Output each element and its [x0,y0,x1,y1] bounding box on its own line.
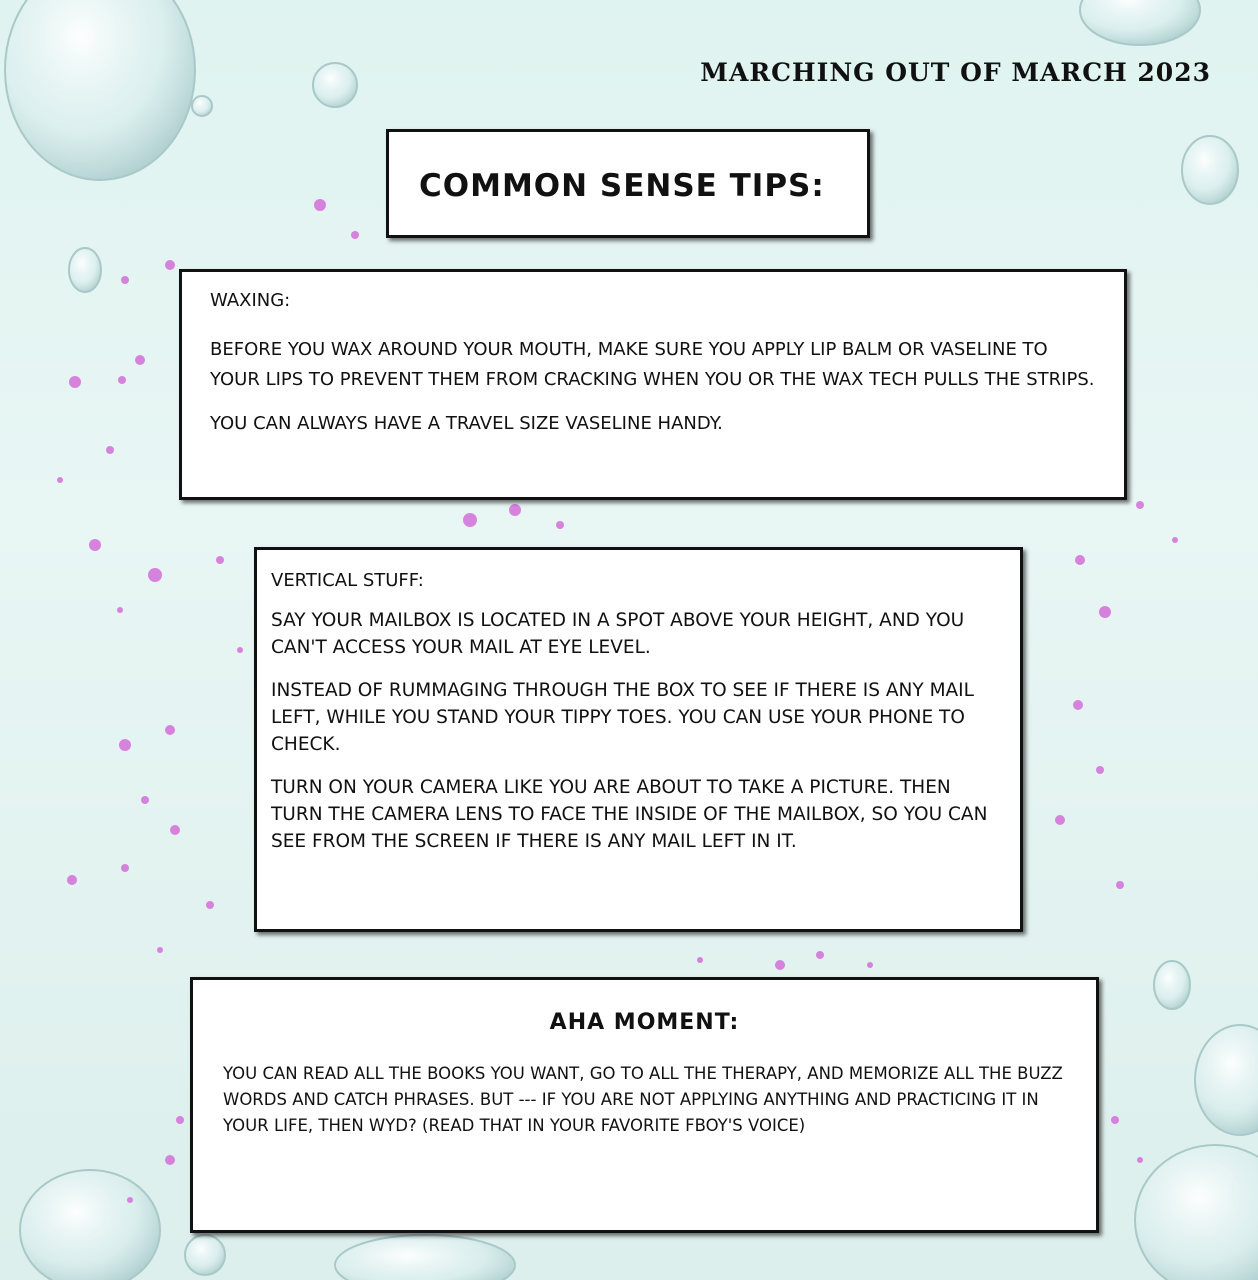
waxing-paragraph: YOU CAN ALWAYS HAVE A TRAVEL SIZE VASELINE HANDY. [210,413,723,434]
vertical-stuff-tip-box [254,547,1023,932]
waxing-label: WAXING: [210,290,291,311]
aha-moment-box [190,977,1099,1233]
vertical-paragraph: INSTEAD OF RUMMAGING THROUGH THE BOX TO SEE IF THERE IS ANY MAIL LEFT, WHILE YOU STAND YOUR TIPPY TOES. YOU CAN USE YOUR PHONE TO CHECK. [271,680,974,755]
waxing-tip-box [179,269,1127,500]
newsletter-header: MARCHING OUT OF MARCH 2023 [700,58,1211,87]
waxing-paragraph: BEFORE YOU WAX AROUND YOUR MOUTH, MAKE SURE YOU APPLY LIP BALM OR VASELINE TO YOUR LIPS TO PREVENT THEM FROM CRACKING WHEN YOU OR THE WAX TECH PULLS THE STRIPS. [210,339,1095,390]
vertical-paragraph: SAY YOUR MAILBOX IS LOCATED IN A SPOT ABOVE YOUR HEIGHT, AND YOU CAN'T ACCESS YOUR MAIL AT EYE LEVEL. [271,610,965,658]
vertical-label: VERTICAL STUFF: [271,570,424,591]
vertical-paragraph: TURN ON YOUR CAMERA LIKE YOU ARE ABOUT TO TAKE A PICTURE. THEN TURN THE CAMERA LENS TO FACE THE INSIDE OF THE MAILBOX, SO YOU CAN SEE FROM THE SCREEN IF THERE IS ANY MAIL LEFT IN IT. [271,777,988,852]
title-box [386,129,870,238]
aha-paragraph: YOU CAN READ ALL THE BOOKS YOU WANT, GO TO ALL THE THERAPY, AND MEMORIZE ALL THE BUZZ WORDS AND CATCH PHRASES. BUT --- IF YOU ARE NOT APPLYING ANYTHING AND PRACTICING IT IN YOUR LIFE, THEN WYD? (READ THAT IN YOUR FAVORITE FBOY'S VOICE) [223,1064,1063,1135]
page-title: COMMON SENSE TIPS: [419,168,825,204]
aha-heading: AHA MOMENT: [549,1010,740,1035]
